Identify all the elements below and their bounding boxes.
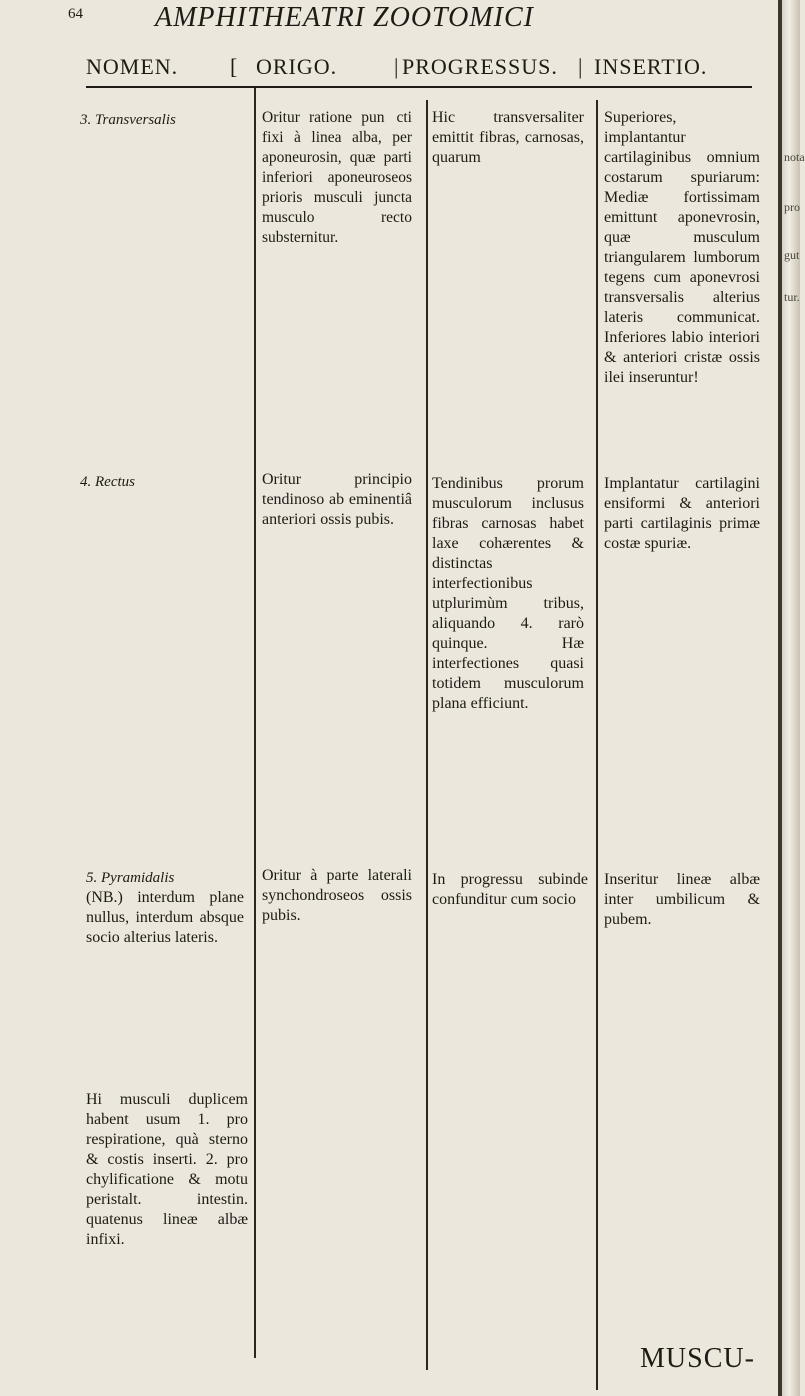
edge-fragment: tur.: [784, 290, 800, 304]
next-page-edge: [782, 0, 805, 1396]
header-separator: [: [230, 54, 238, 79]
header-separator: |: [394, 54, 399, 79]
entry-name: 5. Pyramidalis: [86, 870, 175, 886]
column-rule-origo: [254, 88, 256, 1358]
insertio-text: Inseritur lineæ albæ inter umbilicum & pubem.: [604, 871, 760, 928]
usage-note: Hi musculi duplicem habent usum 1. pro respiratione, quà sterno & costis inserti. 2. pro chylificatione & motu peristalt. intestin. quatenus lineæ albæ infixi.: [86, 1091, 248, 1248]
column-rule-insertio: [596, 100, 598, 1390]
header-nomen: NOMEN.: [86, 54, 179, 79]
edge-fragment: pro: [784, 200, 800, 214]
insertio-text: Superiores, implantantur cartilaginibus omnium costarum spuriarum: Mediæ fortissimam emittunt aponevrosin, quæ musculum triangularem lumborum tegens cum aponevrosi transversalis alterius lateris communicat. Inferiores labio interiori & anteriori cristæ ossis ilei inseruntur!: [604, 109, 760, 386]
page-number: 64: [68, 6, 83, 22]
header-separator: |: [578, 54, 583, 79]
column-rule-progressus: [426, 100, 428, 1370]
header-rule: [86, 86, 752, 88]
progressus-text: In progressu subinde confunditur cum socio: [432, 871, 588, 908]
progressus-text: Tendinibus prorum musculorum inclusus fibras carnosas habet laxe cohærentes & distinctas interfectionibus utplurimùm tribus, aliquando 4. rarò quinque. Hæ interfectiones quasi totidem musculorum plana efficiunt.: [432, 475, 584, 712]
running-title: AMPHITHEATRI ZOOTOMICI: [155, 2, 534, 33]
origo-note: (NB.) interdum plane nullus, interdum absque socio alterius lateris.: [86, 889, 244, 946]
catchword: MUSCU-: [640, 1343, 755, 1374]
origo-text: Oritur ratione punᷠcti fixi à linea alba, per aponeurosin, quæ parti inferiori aponeuroseos prioris musculi juncta musculo recto substernitur.: [262, 109, 412, 246]
origo-text: Oritur principio tendinoso ab eminentiâ anteriori ossis pubis.: [262, 471, 412, 528]
progressus-text: Hic transversaliter emittit fibras, carnosas, quarum: [432, 109, 584, 166]
entry-name: 4. Rectus: [80, 474, 135, 490]
edge-fragment: nota: [784, 150, 805, 164]
header-origo: ORIGO.: [256, 54, 338, 79]
origo-text: Oritur à parte laterali synchondroseos ossis pubis.: [262, 867, 412, 924]
insertio-text: Implantatur cartilagini ensiformi & anteriori parti cartilaginis primæ costæ spuriæ.: [604, 475, 760, 552]
entry-name: 3. Transversalis: [80, 112, 176, 128]
edge-fragment: gut: [784, 248, 800, 262]
header-insertio: INSERTIO.: [594, 54, 708, 79]
header-progressus: PROGRESSUS.: [402, 54, 558, 79]
